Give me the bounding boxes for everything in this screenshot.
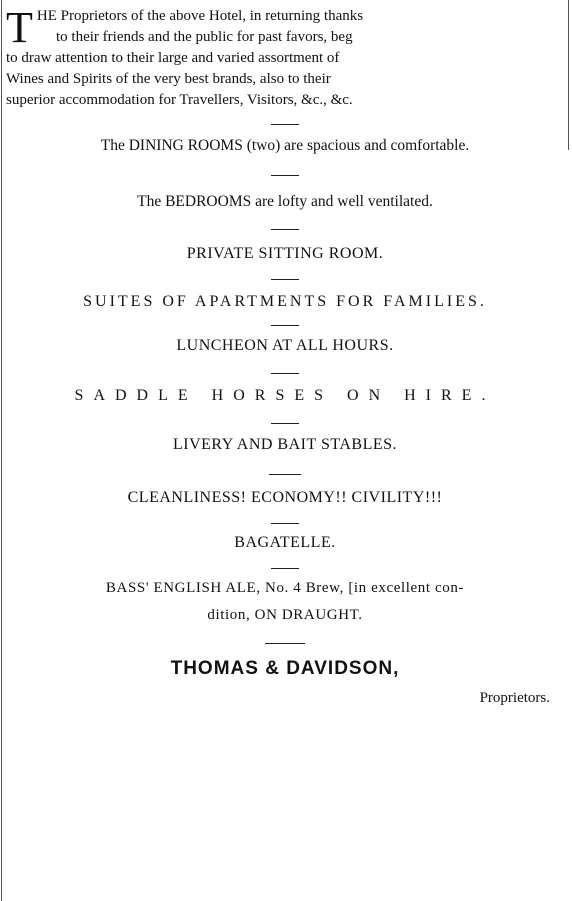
divider-dash	[271, 568, 299, 569]
right-column-rule	[568, 0, 569, 150]
divider-dash	[271, 523, 299, 524]
drop-cap: T	[6, 3, 33, 52]
proprietors-label: Proprietors.	[479, 690, 550, 706]
intro-line-2: to their friends and the public for past favors, beg	[56, 29, 353, 45]
divider-dash	[271, 124, 299, 125]
suites-of-apartments-line: SUITES OF APARTMENTS FOR FAMILIES.	[83, 293, 487, 310]
dining-rooms-line: The DINING ROOMS (two) are spacious and comfortable.	[100, 137, 470, 154]
divider-dash	[271, 229, 299, 230]
bedrooms-line: The BEDROOMS are lofty and well ventilated.	[137, 193, 433, 210]
livery-stables-line: LIVERY AND BAIT STABLES.	[172, 436, 398, 453]
divider-dash	[265, 643, 305, 644]
divider-dash	[271, 423, 299, 424]
saddle-horses-line: SADDLE HORSES ON HIRE.	[74, 387, 496, 404]
cleanliness-line: CLEANLINESS! ECONOMY!! CIVILITY!!!	[127, 489, 443, 506]
intro-line-5: superior accommodation for Travellers, Visitors, &c., &c.	[6, 92, 353, 108]
private-sitting-room-line: PRIVATE SITTING ROOM.	[186, 245, 384, 262]
proprietor-names: THOMAS & DAVIDSON,	[170, 658, 400, 679]
divider-dash	[269, 474, 301, 475]
divider-dash	[271, 279, 299, 280]
intro-paragraph	[6, 3, 564, 111]
bass-ale-notice	[6, 575, 564, 629]
left-column-rule	[1, 0, 2, 901]
intro-line-3: to draw attention to their large and varied assortment of	[6, 50, 340, 66]
intro-line-4: Wines and Spirits of the very best brands, also to their	[6, 71, 331, 87]
intro-line-1: HE Proprietors of the above Hotel, in returning thanks	[36, 8, 364, 24]
bass-ale-line-1: BASS' ENGLISH ALE, No. 4 Brew, [in excellent con-	[105, 580, 465, 596]
bagatelle-line: BAGATELLE.	[234, 534, 336, 551]
divider-dash	[271, 175, 299, 176]
bass-ale-line-2: dition, ON DRAUGHT.	[207, 607, 363, 623]
divider-dash	[271, 373, 299, 374]
luncheon-line: LUNCHEON AT ALL HOURS.	[176, 337, 394, 354]
divider-dash	[271, 325, 299, 326]
